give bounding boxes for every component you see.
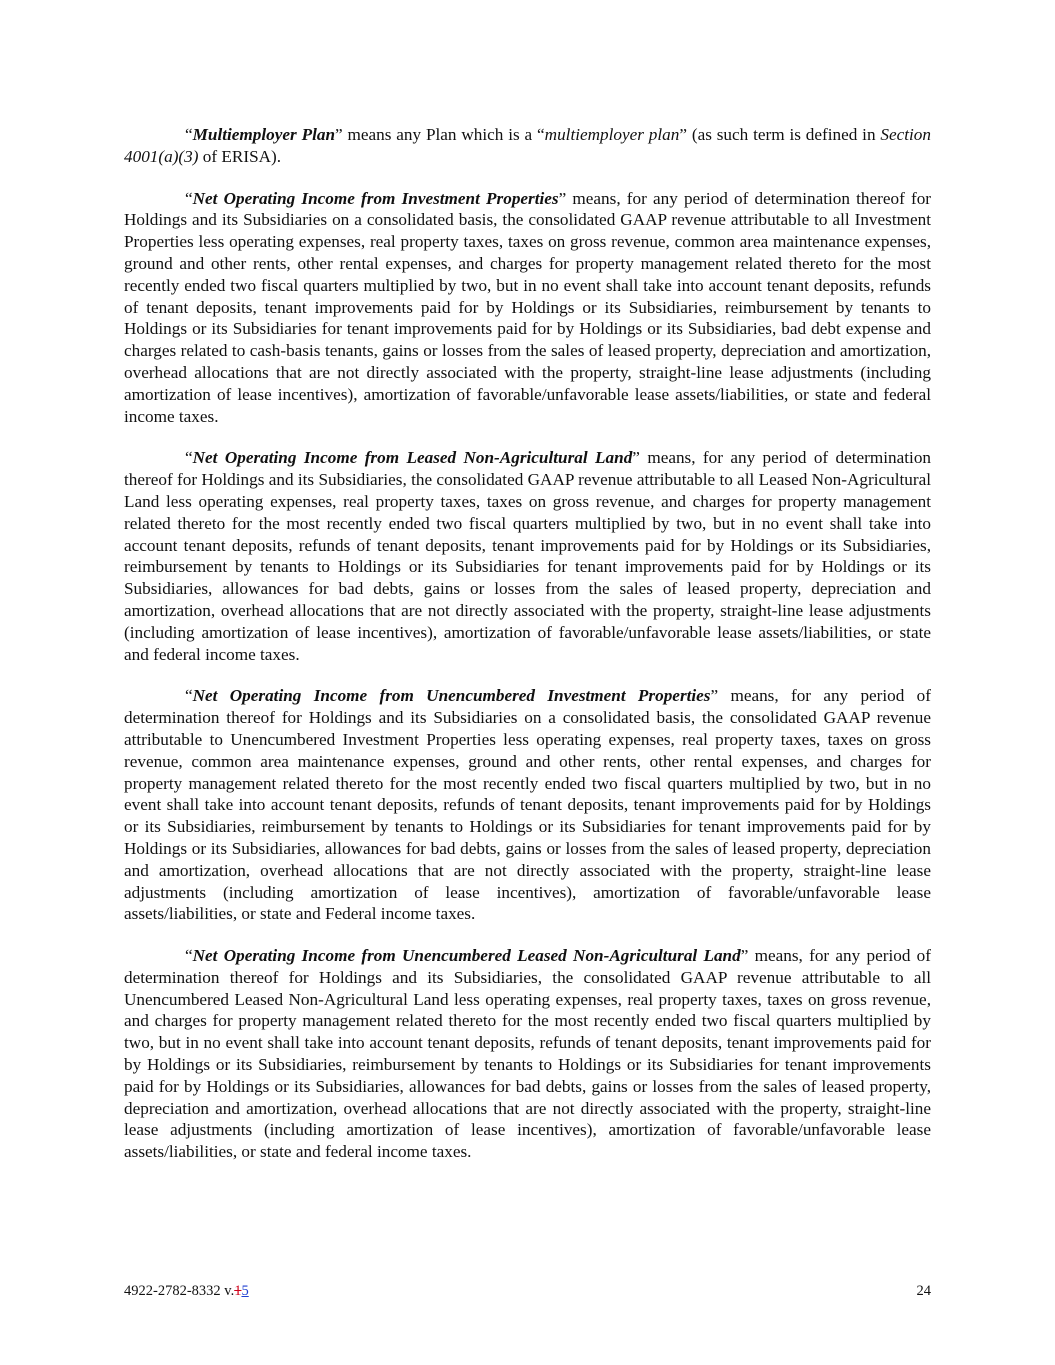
italic-term: multiemployer plan <box>544 125 680 144</box>
version-inserted: 5 <box>241 1283 249 1299</box>
defined-term: Net Operating Income from Investment Properties <box>192 188 559 208</box>
definition-text: means any Plan which is a “ <box>342 125 545 144</box>
close-quote: ” <box>632 448 640 468</box>
definition-text: means, for any period of determination thereof for Holdings and its Subsidiaries, the consolidated GAAP revenue attributable to all Unencumbered Leased Non-Agricultural Land less operating expenses, real property taxes, taxes on gross revenue, and charges for property management related thereto for the most recently ended two fiscal quarters multiplied by two, but in no event shall take into account tenant deposits, refunds of tenant deposits, tenant improvements paid for by Holdings or its Subsidiaries, reimbursement by tenants to Holdings or its Subsidiaries for tenant improvements paid for by Holdings or its Subsidiaries, allowances for bad debts, gains or losses from the sales of leased property, depreciation and amortization, overhead allocations that are not directly associated with the property, straight-line lease adjustments (including amortization of lease incentives), amortization of favorable/unfavorable lease assets/liabilities, or state and federal income taxes. <box>124 946 932 1162</box>
open-quote: “ <box>185 188 193 208</box>
open-quote: “ <box>185 448 193 468</box>
definition-text: of ERISA). <box>198 146 282 166</box>
open-quote: “ <box>185 125 193 144</box>
definition-text: means, for any period of determination thereof for Holdings and its Subsidiaries, the consolidated GAAP revenue attributable to all Leased Non-Agricultural Land less operating expenses, real property taxes, taxes on gross revenue, and charges for property management related thereto for the most recently ended two fiscal quarters multiplied by two, but in no event shall take into account tenant deposits, refunds of tenant deposits, tenant improvements paid for by Holdings or its Subsidiaries, reimbursement by tenants to Holdings or its Subsidiaries for tenant improvements paid for by Holdings or its Subsidiaries, allowances for bad debts, gains or losses from the sales of leased property, depreciation and amortization, overhead allocations that are not directly associated with the property, straight-line lease adjustments (including amortization of lease incentives), amortization of favorable/unfavorable lease assets/liabilities, or state and federal income taxes. <box>124 448 932 664</box>
open-quote: “ <box>185 946 193 966</box>
page-number: 24 <box>916 1283 931 1299</box>
definition-text: means, for any period of determination thereof for Holdings and its Subsidiaries on a consolidated basis, the consolidated GAAP revenue attributable to all Investment Properties less operating expenses, real property taxes, taxes on gross revenue, common area maintenance expenses, ground and other rents, other rental expenses, and charges for property management related thereto for the most recently ended two fiscal quarters multiplied by two, but in no event shall take into account tenant deposits, refunds of tenant deposits, tenant improvements paid for by Holdings or its Subsidiaries, reimbursement by tenants to Holdings or its Subsidiaries for tenant improvements paid for by Holdings or its Subsidiaries, bad debt expense and charges related to cash-basis tenants, gains or losses from the sales of leased property, depreciation and amortization, overhead allocations that are not directly associated with the property, straight-line lease adjustments (including amortization of lease incentives), amortization of favorable/unfavorable lease assets/liabilities, or state and federal income taxes. <box>124 188 932 426</box>
defined-term: Net Operating Income from Unencumbered Leased Non-Agricultural Land <box>192 946 741 966</box>
defined-term: Net Operating Income from Leased Non-Agricultural Land <box>192 448 633 468</box>
section-reference: Section 4001(a)(3) <box>124 125 931 166</box>
definition-text: ” (as such term is defined in <box>679 125 881 144</box>
version-deleted: 1 <box>234 1283 242 1299</box>
close-quote: ” <box>558 188 567 208</box>
definition-multiemployer-plan <box>124 124 931 168</box>
document-id-footer <box>124 1282 249 1300</box>
definition-noi-leased-non-agricultural-land <box>124 447 931 665</box>
close-quote: ” <box>710 686 719 706</box>
definitions-section <box>124 124 931 1183</box>
definition-text: means, for any period of determination thereof for Holdings and its Subsidiaries on a consolidated basis, the consolidated GAAP revenue attributable to Unencumbered Investment Properties less operating expenses, real property taxes, taxes on gross revenue, common area maintenance expenses, ground and other rents, other rental expenses, and charges for property management related thereto for the most recently ended two fiscal quarters multiplied by two, but in no event shall take into account tenant deposits, refunds of tenant deposits, tenant improvements paid for by Holdings or its Subsidiaries, reimbursement by tenants to Holdings or its Subsidiaries for tenant improvements paid for by Holdings or its Subsidiaries, allowances for bad debts, gains or losses from the sales of leased property, depreciation and amortization, overhead allocations that are not directly associated with the property, straight-line lease adjustments (including amortization of lease incentives), amortization of favorable/unfavorable lease assets/liabilities, or state and Federal income taxes. <box>124 686 931 924</box>
defined-term: Multiemployer Plan <box>192 125 335 144</box>
definition-noi-investment-properties <box>124 188 931 428</box>
open-quote: “ <box>185 686 193 706</box>
close-quote: ” <box>740 946 749 966</box>
definition-noi-unencumbered-investment-properties <box>124 685 931 925</box>
close-quote: ” <box>335 125 343 144</box>
definition-noi-unencumbered-leased-non-agricultural-land <box>124 945 931 1163</box>
defined-term: Net Operating Income from Unencumbered Investment Properties <box>192 686 711 706</box>
document-id: 4922-2782-8332 v. <box>124 1283 235 1299</box>
